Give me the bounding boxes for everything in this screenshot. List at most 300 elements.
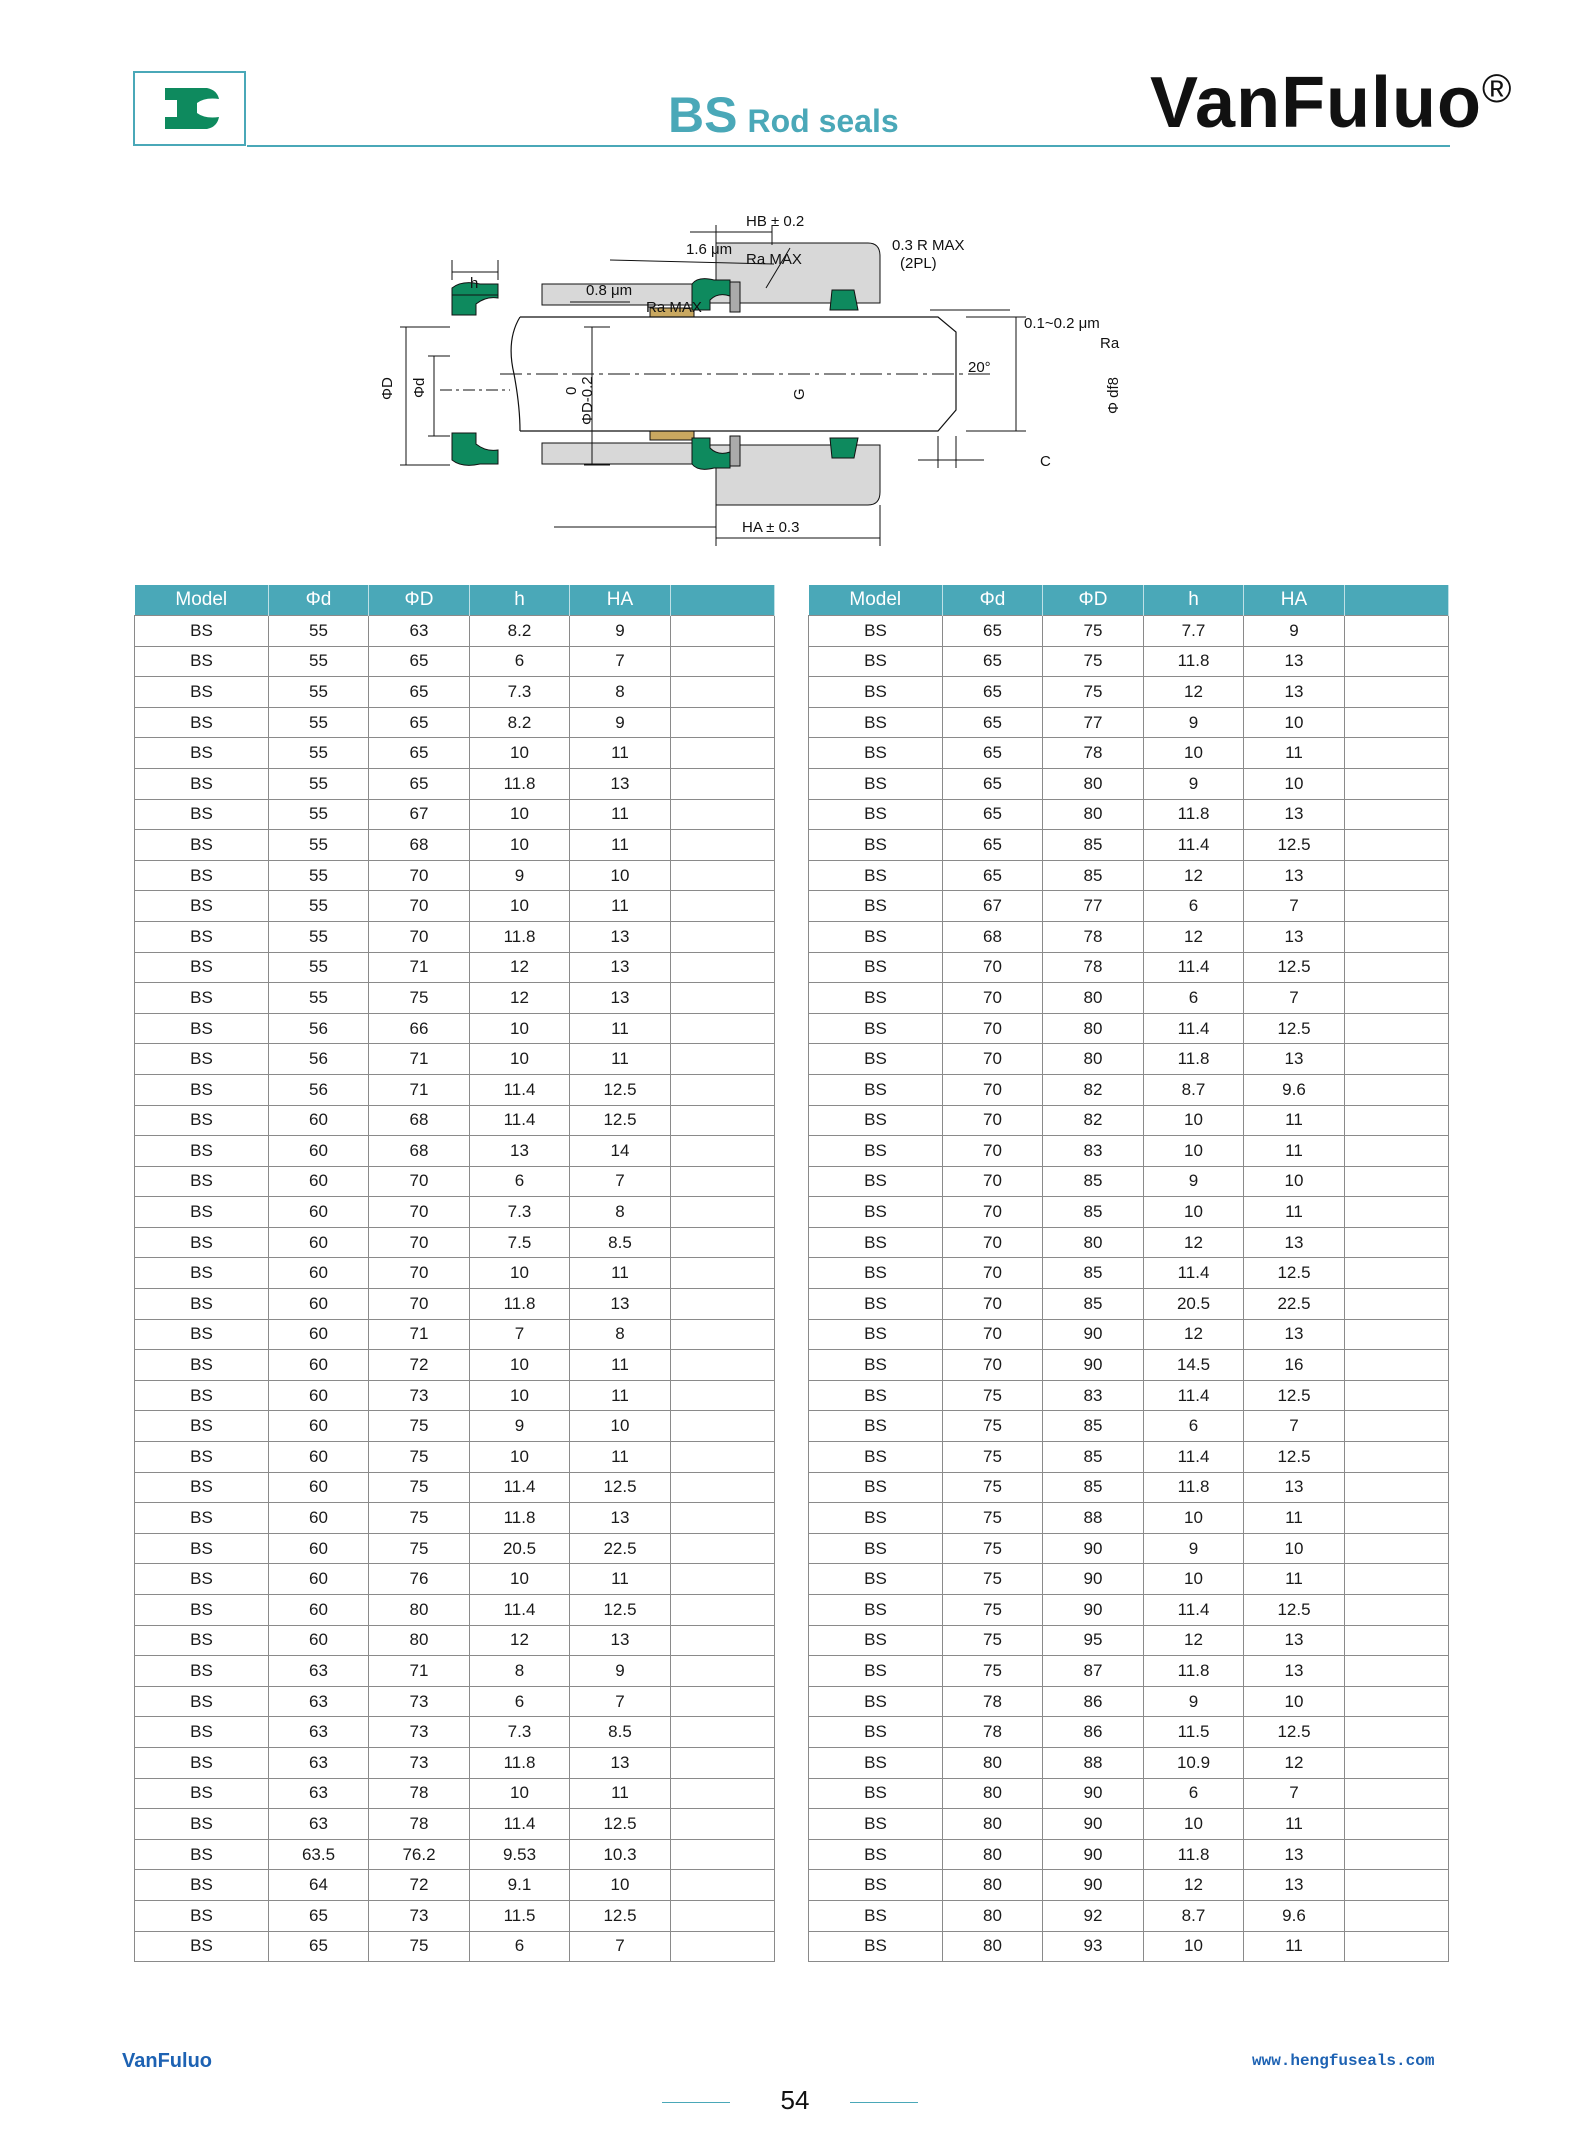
cell-h: 11.8 xyxy=(1144,646,1244,677)
cell-ha: 8 xyxy=(570,1197,671,1228)
cell-h: 8.2 xyxy=(470,707,570,738)
cell-model: BS xyxy=(135,1289,269,1320)
cell-phi-D: 70 xyxy=(369,1227,470,1258)
cell-h: 6 xyxy=(470,646,570,677)
cell-model: BS xyxy=(809,1105,943,1136)
table-row xyxy=(809,983,1449,1014)
cell-phi-D: 73 xyxy=(369,1717,470,1748)
cell-model: BS xyxy=(135,830,269,861)
cell-h: 6 xyxy=(1144,891,1244,922)
cell-ha: 9.6 xyxy=(1244,1900,1345,1931)
cell-h: 9 xyxy=(1144,768,1244,799)
cell-empty xyxy=(1345,738,1449,769)
cell-model: BS xyxy=(809,1411,943,1442)
cell-phi-d: 55 xyxy=(269,646,369,677)
cell-phi-d: 60 xyxy=(269,1380,369,1411)
cell-ha: 8 xyxy=(570,1319,671,1350)
cell-ha: 10 xyxy=(1244,1533,1345,1564)
table-row xyxy=(135,1074,775,1105)
cell-phi-d: 55 xyxy=(269,983,369,1014)
cell-ha: 13 xyxy=(1244,646,1345,677)
table-row xyxy=(809,738,1449,769)
label-ra2: 0.8 μm xyxy=(586,282,633,299)
cell-phi-D: 85 xyxy=(1043,860,1144,891)
table-row xyxy=(135,1900,775,1931)
label-angle: 20° xyxy=(968,359,991,376)
cell-ha: 13 xyxy=(1244,1870,1345,1901)
page-number-rule-right xyxy=(850,2102,918,2103)
cell-model: BS xyxy=(809,1197,943,1228)
cell-empty xyxy=(1345,1900,1449,1931)
cell-phi-d: 55 xyxy=(269,707,369,738)
cell-empty xyxy=(1345,1258,1449,1289)
cell-ha: 10 xyxy=(570,1870,671,1901)
cell-h: 11.5 xyxy=(1144,1717,1244,1748)
cell-phi-D: 80 xyxy=(1043,799,1144,830)
column-header-model: Model xyxy=(135,585,269,616)
cell-empty xyxy=(671,1839,775,1870)
cell-model: BS xyxy=(809,616,943,647)
table-row xyxy=(135,707,775,738)
cell-empty xyxy=(671,1166,775,1197)
cell-h: 20.5 xyxy=(470,1533,570,1564)
cell-ha: 12.5 xyxy=(570,1472,671,1503)
cell-h: 11.4 xyxy=(1144,1595,1244,1626)
cell-model: BS xyxy=(135,1442,269,1473)
cell-model: BS xyxy=(135,921,269,952)
label-c: C xyxy=(1040,453,1051,470)
cell-phi-d: 70 xyxy=(943,1136,1043,1167)
column-header-ha: HA xyxy=(1244,585,1345,616)
cell-ha: 10 xyxy=(1244,1166,1345,1197)
table-row xyxy=(809,1289,1449,1320)
table-row xyxy=(135,1839,775,1870)
cell-phi-d: 65 xyxy=(943,738,1043,769)
table-row xyxy=(809,1350,1449,1381)
cell-phi-D: 90 xyxy=(1043,1564,1144,1595)
cell-phi-d: 60 xyxy=(269,1197,369,1228)
cell-phi-D: 65 xyxy=(369,646,470,677)
cell-ha: 11 xyxy=(570,799,671,830)
cell-model: BS xyxy=(809,1900,943,1931)
cell-ha: 13 xyxy=(570,1625,671,1656)
cell-ha: 7 xyxy=(1244,891,1345,922)
table-row xyxy=(135,1258,775,1289)
cell-phi-d: 55 xyxy=(269,860,369,891)
cell-h: 11.4 xyxy=(1144,952,1244,983)
cell-model: BS xyxy=(135,1686,269,1717)
table-row xyxy=(135,1105,775,1136)
table-row xyxy=(135,952,775,983)
cell-phi-d: 64 xyxy=(269,1870,369,1901)
cell-phi-d: 60 xyxy=(269,1105,369,1136)
table-row xyxy=(809,1686,1449,1717)
cell-h: 10 xyxy=(470,1350,570,1381)
cell-h: 9 xyxy=(470,860,570,891)
label-ra3b: Ra xyxy=(1100,335,1120,352)
cell-phi-d: 56 xyxy=(269,1013,369,1044)
cell-empty xyxy=(671,1472,775,1503)
table-row xyxy=(135,1289,775,1320)
cell-h: 10 xyxy=(470,1044,570,1075)
cell-model: BS xyxy=(809,1289,943,1320)
cell-ha: 11 xyxy=(1244,1931,1345,1962)
cell-h: 11.4 xyxy=(470,1472,570,1503)
cell-model: BS xyxy=(809,1136,943,1167)
cell-ha: 13 xyxy=(570,1747,671,1778)
table-row xyxy=(809,1931,1449,1962)
column-header-phi-D: ΦD xyxy=(369,585,470,616)
cell-ha: 12.5 xyxy=(1244,1717,1345,1748)
cell-phi-D: 85 xyxy=(1043,1472,1144,1503)
cell-phi-D: 70 xyxy=(369,1166,470,1197)
cell-ha: 13 xyxy=(1244,921,1345,952)
cell-empty xyxy=(1345,1503,1449,1534)
cell-h: 11.8 xyxy=(1144,1044,1244,1075)
cell-phi-D: 71 xyxy=(369,1656,470,1687)
cell-ha: 11 xyxy=(570,1442,671,1473)
page-title xyxy=(668,86,899,144)
cell-phi-D: 73 xyxy=(369,1747,470,1778)
cell-h: 11.8 xyxy=(470,1289,570,1320)
cell-phi-d: 65 xyxy=(943,799,1043,830)
cell-phi-D: 85 xyxy=(1043,1166,1144,1197)
cell-model: BS xyxy=(809,677,943,708)
cell-ha: 12.5 xyxy=(570,1105,671,1136)
cell-phi-D: 82 xyxy=(1043,1074,1144,1105)
cell-empty xyxy=(671,1319,775,1350)
cell-model: BS xyxy=(135,768,269,799)
cell-ha: 11 xyxy=(570,1013,671,1044)
cell-empty xyxy=(671,1809,775,1840)
installation-diagram xyxy=(370,200,1150,560)
table-row xyxy=(135,1870,775,1901)
cell-model: BS xyxy=(809,860,943,891)
cell-phi-d: 63 xyxy=(269,1809,369,1840)
cell-phi-d: 55 xyxy=(269,891,369,922)
cell-model: BS xyxy=(135,1227,269,1258)
cell-ha: 9 xyxy=(570,616,671,647)
column-header-h: h xyxy=(470,585,570,616)
table-row xyxy=(809,1442,1449,1473)
dim-h: h xyxy=(470,275,479,292)
cell-phi-D: 86 xyxy=(1043,1717,1144,1748)
cell-ha: 12.5 xyxy=(570,1595,671,1626)
cell-empty xyxy=(671,616,775,647)
cell-ha: 11 xyxy=(570,1258,671,1289)
cell-phi-d: 60 xyxy=(269,1411,369,1442)
cell-h: 10 xyxy=(1144,1105,1244,1136)
cell-h: 10 xyxy=(470,1564,570,1595)
table-row xyxy=(809,921,1449,952)
brand-logo xyxy=(1150,62,1512,144)
cell-phi-d: 75 xyxy=(943,1442,1043,1473)
cell-phi-D: 63 xyxy=(369,616,470,647)
cell-ha: 11 xyxy=(1244,1564,1345,1595)
cell-empty xyxy=(1345,1564,1449,1595)
cell-ha: 9 xyxy=(570,707,671,738)
cell-model: BS xyxy=(135,952,269,983)
table-row xyxy=(135,1442,775,1473)
footer-url[interactable]: www.hengfuseals.com xyxy=(1252,2052,1435,2070)
cell-empty xyxy=(671,738,775,769)
cell-phi-d: 80 xyxy=(943,1809,1043,1840)
label-rmax: 0.3 R MAX xyxy=(892,237,965,254)
spec-table-right xyxy=(808,585,1449,1962)
cell-phi-D: 83 xyxy=(1043,1380,1144,1411)
cell-model: BS xyxy=(809,952,943,983)
cell-empty xyxy=(671,983,775,1014)
cell-phi-D: 90 xyxy=(1043,1870,1144,1901)
seal-profile-icon xyxy=(135,73,244,144)
cell-empty xyxy=(671,1564,775,1595)
cell-h: 8 xyxy=(470,1656,570,1687)
cell-h: 11.8 xyxy=(1144,1656,1244,1687)
cell-empty xyxy=(671,1870,775,1901)
cell-phi-d: 55 xyxy=(269,616,369,647)
cell-phi-d: 70 xyxy=(943,1350,1043,1381)
cell-h: 7 xyxy=(470,1319,570,1350)
cell-phi-d: 65 xyxy=(943,646,1043,677)
cell-ha: 13 xyxy=(1244,1227,1345,1258)
cell-empty xyxy=(1345,1289,1449,1320)
cell-h: 9.1 xyxy=(470,1870,570,1901)
cell-empty xyxy=(1345,1717,1449,1748)
cell-h: 9.53 xyxy=(470,1839,570,1870)
cell-ha: 13 xyxy=(1244,677,1345,708)
table-row xyxy=(809,1197,1449,1228)
cell-h: 10 xyxy=(1144,1503,1244,1534)
cell-model: BS xyxy=(135,1319,269,1350)
cell-model: BS xyxy=(135,1839,269,1870)
cell-empty xyxy=(671,1289,775,1320)
cell-ha: 7 xyxy=(1244,983,1345,1014)
cell-phi-d: 55 xyxy=(269,921,369,952)
cell-phi-d: 55 xyxy=(269,677,369,708)
cell-model: BS xyxy=(135,983,269,1014)
table-row xyxy=(135,616,775,647)
cell-phi-D: 75 xyxy=(1043,677,1144,708)
cell-phi-D: 88 xyxy=(1043,1503,1144,1534)
cell-model: BS xyxy=(809,1595,943,1626)
cell-model: BS xyxy=(135,1503,269,1534)
cell-h: 12 xyxy=(1144,1870,1244,1901)
cell-phi-D: 73 xyxy=(369,1686,470,1717)
label-ramax1: Ra MAX xyxy=(746,251,802,268)
table-row xyxy=(809,677,1449,708)
cell-ha: 8.5 xyxy=(570,1227,671,1258)
cell-model: BS xyxy=(135,1136,269,1167)
cell-phi-d: 75 xyxy=(943,1411,1043,1442)
cell-empty xyxy=(671,1258,775,1289)
cell-h: 10 xyxy=(1144,1931,1244,1962)
table-row xyxy=(135,1411,775,1442)
table-row xyxy=(809,891,1449,922)
cell-phi-d: 65 xyxy=(269,1931,369,1962)
column-header-ha: HA xyxy=(570,585,671,616)
cell-model: BS xyxy=(809,1778,943,1809)
cell-model: BS xyxy=(809,1564,943,1595)
cell-empty xyxy=(671,1533,775,1564)
table-row xyxy=(135,1809,775,1840)
cell-empty xyxy=(671,1411,775,1442)
cell-empty xyxy=(1345,1931,1449,1962)
cell-phi-D: 75 xyxy=(1043,646,1144,677)
cell-phi-D: 80 xyxy=(369,1595,470,1626)
footer-brand: VanFuluo xyxy=(122,2050,212,2072)
table-row xyxy=(809,1074,1449,1105)
cell-model: BS xyxy=(135,1747,269,1778)
cell-h: 11.4 xyxy=(1144,1258,1244,1289)
table-row xyxy=(135,677,775,708)
cell-phi-d: 65 xyxy=(269,1900,369,1931)
cell-empty xyxy=(671,1747,775,1778)
cell-ha: 13 xyxy=(1244,1472,1345,1503)
cell-phi-d: 70 xyxy=(943,1013,1043,1044)
cell-h: 10 xyxy=(470,1258,570,1289)
cell-empty xyxy=(671,921,775,952)
cell-phi-D: 95 xyxy=(1043,1625,1144,1656)
cell-ha: 7 xyxy=(1244,1778,1345,1809)
cell-phi-d: 63 xyxy=(269,1717,369,1748)
cell-model: BS xyxy=(809,1319,943,1350)
cell-phi-D: 75 xyxy=(369,1442,470,1473)
dim-phid: Φd xyxy=(411,377,428,398)
cell-empty xyxy=(1345,1747,1449,1778)
cell-phi-D: 87 xyxy=(1043,1656,1144,1687)
table-row xyxy=(809,1809,1449,1840)
cell-phi-D: 71 xyxy=(369,1319,470,1350)
cell-phi-d: 70 xyxy=(943,1166,1043,1197)
cell-phi-d: 60 xyxy=(269,1319,369,1350)
cell-h: 8.7 xyxy=(1144,1900,1244,1931)
cell-empty xyxy=(1345,1625,1449,1656)
table-row xyxy=(809,1136,1449,1167)
cell-phi-d: 75 xyxy=(943,1503,1043,1534)
label-ha: HA ± 0.3 xyxy=(742,519,800,536)
cell-phi-D: 66 xyxy=(369,1013,470,1044)
table-row xyxy=(809,1503,1449,1534)
cell-model: BS xyxy=(135,1472,269,1503)
cell-empty xyxy=(671,1044,775,1075)
table-row xyxy=(809,1656,1449,1687)
table-row xyxy=(809,1533,1449,1564)
cell-phi-D: 80 xyxy=(1043,983,1144,1014)
cell-h: 9 xyxy=(1144,1166,1244,1197)
cell-empty xyxy=(671,1380,775,1411)
cell-empty xyxy=(671,677,775,708)
cell-h: 10 xyxy=(1144,1564,1244,1595)
cell-empty xyxy=(671,952,775,983)
cell-model: BS xyxy=(135,1533,269,1564)
cell-h: 10 xyxy=(470,799,570,830)
cell-phi-d: 55 xyxy=(269,952,369,983)
cell-model: BS xyxy=(809,1013,943,1044)
cell-phi-D: 85 xyxy=(1043,830,1144,861)
cell-h: 7.7 xyxy=(1144,616,1244,647)
cell-phi-d: 67 xyxy=(943,891,1043,922)
cell-model: BS xyxy=(809,1839,943,1870)
cell-phi-D: 85 xyxy=(1043,1411,1144,1442)
label-2pl: (2PL) xyxy=(900,255,937,272)
cell-ha: 13 xyxy=(1244,1625,1345,1656)
table-header-row xyxy=(809,585,1449,616)
cell-phi-d: 80 xyxy=(943,1839,1043,1870)
cell-model: BS xyxy=(135,891,269,922)
cell-model: BS xyxy=(135,1656,269,1687)
cell-phi-D: 78 xyxy=(369,1778,470,1809)
cell-ha: 11 xyxy=(570,830,671,861)
cell-model: BS xyxy=(135,1105,269,1136)
label-df8: Φ df8 xyxy=(1105,377,1122,414)
cell-phi-d: 70 xyxy=(943,1197,1043,1228)
cell-h: 7.3 xyxy=(470,677,570,708)
cell-phi-d: 60 xyxy=(269,1166,369,1197)
cell-ha: 10 xyxy=(570,860,671,891)
cell-model: BS xyxy=(135,1350,269,1381)
cell-phi-D: 78 xyxy=(369,1809,470,1840)
cell-model: BS xyxy=(135,707,269,738)
cell-phi-d: 68 xyxy=(943,921,1043,952)
cell-ha: 11 xyxy=(570,1380,671,1411)
column-header-empty xyxy=(671,585,775,616)
cell-h: 11.8 xyxy=(470,768,570,799)
cell-h: 11.4 xyxy=(470,1105,570,1136)
cell-phi-D: 88 xyxy=(1043,1747,1144,1778)
column-header-h: h xyxy=(1144,585,1244,616)
cell-empty xyxy=(671,799,775,830)
page-number: 54 xyxy=(780,2085,810,2115)
cell-ha: 10.3 xyxy=(570,1839,671,1870)
cell-model: BS xyxy=(809,983,943,1014)
cell-model: BS xyxy=(809,1870,943,1901)
table-row xyxy=(135,983,775,1014)
cell-h: 8.7 xyxy=(1144,1074,1244,1105)
cell-ha: 12.5 xyxy=(570,1074,671,1105)
cell-model: BS xyxy=(809,1074,943,1105)
cell-h: 6 xyxy=(470,1931,570,1962)
cell-model: BS xyxy=(809,1931,943,1962)
cell-phi-d: 60 xyxy=(269,1289,369,1320)
registered-mark: ® xyxy=(1482,67,1513,111)
cell-phi-d: 65 xyxy=(943,677,1043,708)
table-row xyxy=(809,646,1449,677)
cell-model: BS xyxy=(809,1227,943,1258)
table-row xyxy=(135,1595,775,1626)
cell-empty xyxy=(671,1931,775,1962)
cell-ha: 14 xyxy=(570,1136,671,1167)
cell-phi-d: 78 xyxy=(943,1717,1043,1748)
brand-name: VanFuluo xyxy=(1150,63,1482,143)
cell-model: BS xyxy=(135,1411,269,1442)
cell-ha: 10 xyxy=(1244,768,1345,799)
table-row xyxy=(809,799,1449,830)
table-row xyxy=(135,921,775,952)
cell-h: 11.4 xyxy=(1144,830,1244,861)
cell-ha: 13 xyxy=(570,921,671,952)
cell-model: BS xyxy=(135,1809,269,1840)
cell-h: 9 xyxy=(1144,1533,1244,1564)
cell-phi-d: 75 xyxy=(943,1625,1043,1656)
cell-phi-D: 65 xyxy=(369,768,470,799)
cell-model: BS xyxy=(809,1503,943,1534)
table-row xyxy=(135,891,775,922)
cell-empty xyxy=(671,1595,775,1626)
cell-ha: 22.5 xyxy=(1244,1289,1345,1320)
cell-h: 10 xyxy=(470,1778,570,1809)
cell-phi-d: 60 xyxy=(269,1350,369,1381)
table-row xyxy=(135,1350,775,1381)
